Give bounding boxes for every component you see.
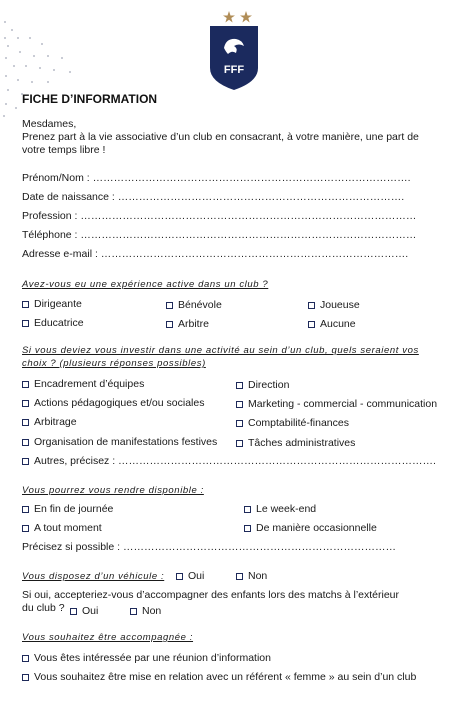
option-aucune[interactable]: Aucune [308, 318, 356, 330]
option-educatrice[interactable]: Educatrice [22, 317, 84, 329]
option-week-end[interactable]: Le week-end [244, 503, 316, 515]
option-dirigeante[interactable]: Dirigeante [22, 298, 82, 310]
star-icon [240, 11, 252, 23]
page-title: FICHE D’INFORMATION [22, 92, 158, 106]
checkbox-icon [22, 419, 29, 426]
fff-logo [206, 8, 262, 92]
checkbox-icon [308, 321, 315, 328]
option-comptabilite[interactable]: Comptabilité-finances [236, 417, 349, 429]
intro-greeting: Mesdames, [22, 118, 77, 130]
checkbox-icon [236, 401, 243, 408]
checkbox-icon [236, 382, 243, 389]
option-referent-femme[interactable]: Vous souhaitez être mise en relation avec un référent « femme » au sein d’un club [22, 671, 416, 683]
question-investment-line1: Si vous deviez vous investir dans une activité au sein d’un club, quels seraient vos [22, 345, 419, 356]
intro-text-line2: votre temps libre ! [22, 144, 106, 156]
checkbox-icon [22, 458, 29, 465]
checkbox-icon [70, 608, 77, 615]
question-experience: Avez-vous eu une expérience active dans un club ? [22, 279, 269, 290]
checkbox-icon [236, 573, 243, 580]
checkbox-icon [176, 573, 183, 580]
option-arbitrage[interactable]: Arbitrage [22, 416, 77, 428]
birthdate-field[interactable]: Date de naissance : ………………………………………………………………………. [22, 191, 405, 203]
option-arbitre[interactable]: Arbitre [166, 318, 209, 330]
checkbox-icon [308, 302, 315, 309]
option-manifestations[interactable]: Organisation de manifestations festives [22, 436, 217, 448]
checkbox-icon [166, 321, 173, 328]
option-autres[interactable]: Autres, précisez : ………………………………………………………………………………. [22, 455, 436, 467]
checkbox-icon [22, 320, 29, 327]
intro-text-line1: Prenez part à la vie associative d’un club en consacrant, à votre manière, une part de [22, 131, 419, 143]
checkbox-icon [22, 381, 29, 388]
checkbox-icon [22, 439, 29, 446]
option-vehicle-non[interactable]: Non [236, 570, 267, 582]
checkbox-icon [130, 608, 137, 615]
checkbox-icon [166, 302, 173, 309]
option-occasionnelle[interactable]: De manière occasionnelle [244, 522, 377, 534]
option-reunion-information[interactable]: Vous êtes intéressée par une réunion d’information [22, 652, 271, 664]
option-actions-pedagogiques[interactable]: Actions pédagogiques et/ou sociales [22, 397, 204, 409]
question-availability: Vous pourrez vous rendre disponible : [22, 485, 204, 496]
checkbox-icon [236, 440, 243, 447]
phone-field[interactable]: Téléphone : …………………………………………………………………………………… [22, 229, 417, 241]
question-vehicle: Vous disposez d’un véhicule : [22, 571, 165, 582]
checkbox-icon [22, 655, 29, 662]
option-vehicle-oui[interactable]: Oui [176, 570, 204, 582]
question-investment-line2: choix ? (plusieurs réponses possibles) [22, 358, 206, 369]
option-accompany-non[interactable]: Non [130, 605, 161, 617]
option-direction[interactable]: Direction [236, 379, 289, 391]
checkbox-icon [22, 301, 29, 308]
option-accompany-oui[interactable]: Oui [70, 605, 98, 617]
checkbox-icon [236, 420, 243, 427]
svg-text:FFF: FFF [223, 64, 245, 76]
option-encadrement[interactable]: Encadrement d’équipes [22, 378, 144, 390]
checkbox-icon [244, 506, 251, 513]
question-accompanied: Vous souhaitez être accompagnée : [22, 632, 194, 643]
question-accompany-line1: Si oui, accepteriez-vous d’accompagner des enfants lors des matchs à l’extérieur [22, 589, 400, 601]
email-field[interactable]: Adresse e-mail : ……………………………………………………………………………. [22, 248, 409, 260]
option-tout-moment[interactable]: A tout moment [22, 522, 102, 534]
question-accompany-line2: du club ? [22, 602, 65, 614]
checkbox-icon [244, 525, 251, 532]
profession-field[interactable]: Profession : …………………………………………………………………………………… [22, 210, 417, 222]
checkbox-icon [22, 525, 29, 532]
option-taches-administratives[interactable]: Tâches administratives [236, 437, 355, 449]
checkbox-icon [22, 400, 29, 407]
checkbox-icon [22, 506, 29, 513]
option-fin-de-journee[interactable]: En fin de journée [22, 503, 113, 515]
option-benevole[interactable]: Bénévole [166, 299, 222, 311]
option-joueuse[interactable]: Joueuse [308, 299, 360, 311]
name-field[interactable]: Prénom/Nom : ………………………………………………………………………………. [22, 172, 411, 184]
option-marketing[interactable]: Marketing - commercial - communication [236, 398, 437, 410]
checkbox-icon [22, 674, 29, 681]
precise-field[interactable]: Précisez si possible : …………………………………………………………………… [22, 541, 396, 553]
star-icon [223, 11, 235, 23]
